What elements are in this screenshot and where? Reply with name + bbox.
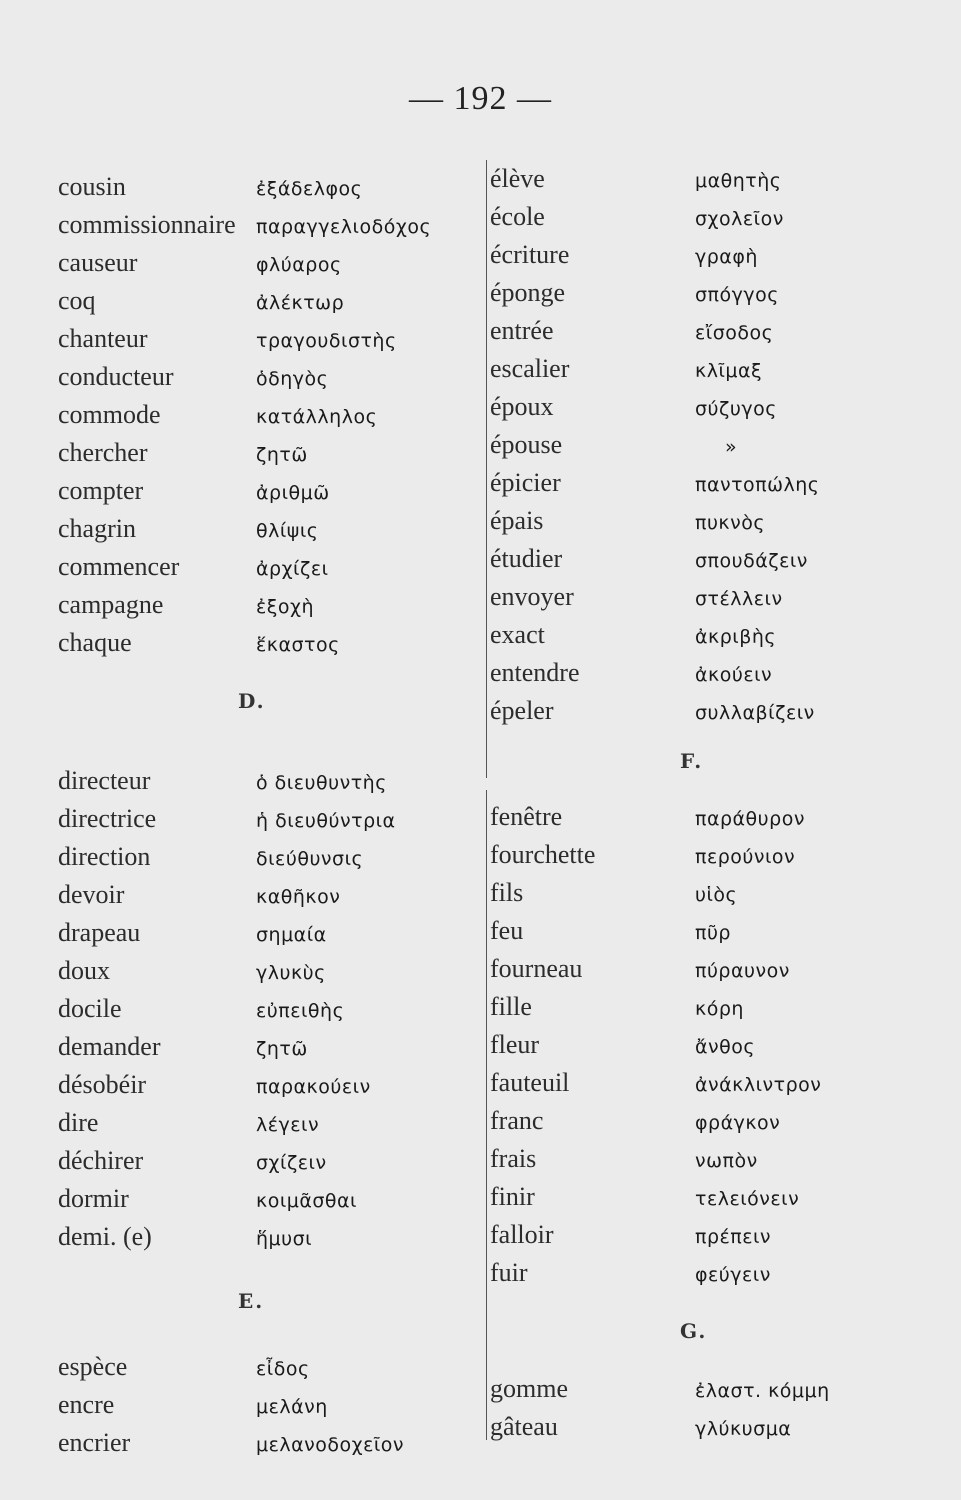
- vocab-entry: [58, 1142, 478, 1180]
- vocab-entry: [490, 236, 910, 274]
- vocab-entry: [490, 950, 910, 988]
- greek-word: σχίζειν: [256, 1152, 327, 1174]
- section-heading-g: G.: [680, 1319, 708, 1343]
- greek-word: πυκνὸς: [695, 512, 766, 534]
- vocab-entry: [58, 396, 478, 434]
- vocab-entry: [58, 168, 478, 206]
- vocab-entry: [490, 578, 910, 616]
- french-word: épeler: [490, 696, 554, 725]
- french-word: coq: [58, 286, 96, 315]
- section-e-left: [58, 1348, 478, 1462]
- greek-word: συλλαβίζειν: [695, 702, 815, 724]
- french-word: épouse: [490, 430, 563, 459]
- greek-word: διεύθυνσις: [256, 848, 364, 870]
- greek-word: φεύγειν: [695, 1264, 771, 1286]
- vocab-entry: [58, 320, 478, 358]
- greek-word: σπόγγος: [695, 284, 779, 306]
- greek-word: κόρη: [695, 998, 744, 1020]
- vocab-entry: [58, 1386, 478, 1424]
- greek-word: μαθητὴς: [695, 170, 782, 192]
- vocab-entry: [58, 510, 478, 548]
- vocab-entry: [490, 874, 910, 912]
- greek-word: ὁδηγὸς: [256, 368, 329, 390]
- vocab-entry: [490, 274, 910, 312]
- vocab-entry: [58, 282, 478, 320]
- french-word: commode: [58, 400, 161, 429]
- vocab-entry: [490, 1216, 910, 1254]
- greek-word: στέλλειν: [695, 588, 783, 610]
- greek-word: πύραυνον: [695, 960, 790, 982]
- greek-word: »: [725, 436, 738, 458]
- french-word: finir: [490, 1182, 535, 1211]
- french-word: chercher: [58, 438, 148, 467]
- french-word: docile: [58, 994, 122, 1023]
- french-word: élève: [490, 164, 545, 193]
- french-word: dire: [58, 1108, 99, 1137]
- greek-word: ἐλαστ. κόμμη: [695, 1380, 830, 1402]
- vocab-entry: [58, 1180, 478, 1218]
- greek-word: φράγκον: [695, 1112, 781, 1134]
- greek-word: κλῖμαξ: [695, 360, 763, 382]
- vocab-entry: [58, 244, 478, 282]
- french-word: encrier: [58, 1428, 131, 1457]
- greek-word: παντοπώλης: [695, 474, 820, 496]
- french-word: drapeau: [58, 918, 141, 947]
- vocab-entry: [490, 836, 910, 874]
- french-word: entrée: [490, 316, 554, 345]
- greek-word: σχολεῖον: [695, 208, 784, 230]
- vocab-entry: [490, 798, 910, 836]
- vocab-entry: [58, 952, 478, 990]
- greek-word: υἱὸς: [695, 884, 738, 906]
- greek-word: σύζυγος: [695, 398, 777, 420]
- french-word: directrice: [58, 804, 157, 833]
- vocab-entry: [490, 988, 910, 1026]
- greek-word: ἀλέκτωρ: [256, 292, 345, 314]
- vocab-entry: [58, 1424, 478, 1462]
- column-divider-upper: [486, 160, 487, 778]
- french-word: désobéir: [58, 1070, 147, 1099]
- french-word: commissionnaire: [58, 210, 236, 239]
- right-column: [490, 160, 910, 1446]
- vocab-entry: [58, 914, 478, 952]
- french-word: entendre: [490, 658, 580, 687]
- french-word: éponge: [490, 278, 566, 307]
- vocab-entry: [58, 472, 478, 510]
- vocab-entry: [490, 616, 910, 654]
- greek-word: πρέπειν: [695, 1226, 772, 1248]
- greek-word: εἴσοδος: [695, 322, 774, 344]
- greek-word: νωπὸν: [695, 1150, 758, 1172]
- greek-word: ἕκαστος: [256, 634, 340, 656]
- greek-word: κοιμᾶσθαι: [256, 1190, 357, 1212]
- greek-word: παράθυρον: [695, 808, 805, 830]
- vocab-entry: [490, 198, 910, 236]
- greek-word: μελάνη: [256, 1396, 328, 1418]
- vocab-entry: [58, 434, 478, 472]
- greek-word: εἶδος: [256, 1358, 310, 1380]
- greek-word: καθῆκον: [256, 886, 341, 908]
- vocab-entry: [490, 540, 910, 578]
- vocab-entry: [58, 1104, 478, 1142]
- greek-word: τελειόνειν: [695, 1188, 800, 1210]
- vocab-entry: [490, 692, 910, 730]
- vocab-entry: [490, 426, 910, 464]
- section-heading-e: E.: [238, 1289, 265, 1313]
- greek-word: λέγειν: [256, 1114, 320, 1136]
- vocab-entry: [490, 350, 910, 388]
- section-heading-d: D.: [238, 689, 266, 713]
- greek-word: ἀνάκλιντρον: [695, 1074, 822, 1096]
- french-word: exact: [490, 620, 545, 649]
- french-word: fleur: [490, 1030, 540, 1059]
- page-number: — 192 —: [409, 80, 552, 117]
- french-word: fourchette: [490, 840, 596, 869]
- greek-word: γλυκὺς: [256, 962, 326, 984]
- french-word: commencer: [58, 552, 180, 581]
- vocab-entry: [490, 1140, 910, 1178]
- french-word: directeur: [58, 766, 151, 795]
- section-g: [490, 1370, 910, 1446]
- vocab-entry: [490, 1370, 910, 1408]
- section-e-right: [490, 160, 910, 730]
- vocab-entry: [58, 206, 478, 244]
- vocab-entry: [58, 586, 478, 624]
- greek-word: μελανοδοχεῖον: [256, 1434, 405, 1456]
- greek-word: ἀκούειν: [695, 664, 773, 686]
- greek-word: θλίψις: [256, 520, 319, 542]
- greek-word: περούνιον: [695, 846, 796, 868]
- section-d: [58, 762, 478, 1256]
- vocab-entry: [58, 548, 478, 586]
- french-word: espèce: [58, 1352, 128, 1381]
- french-word: chagrin: [58, 514, 136, 543]
- french-word: chaque: [58, 628, 132, 657]
- vocab-entry: [490, 312, 910, 350]
- section-f: [490, 798, 910, 1292]
- greek-word: ἀριθμῶ: [256, 482, 330, 504]
- french-word: gâteau: [490, 1412, 558, 1441]
- greek-word: ζητῶ: [256, 444, 308, 466]
- greek-word: γραφὴ: [695, 246, 758, 268]
- vocab-entry: [490, 160, 910, 198]
- greek-word: παραγγελιοδόχος: [256, 216, 432, 238]
- french-word: fenêtre: [490, 802, 563, 831]
- french-word: compter: [58, 476, 144, 505]
- french-word: devoir: [58, 880, 125, 909]
- french-word: écriture: [490, 240, 570, 269]
- french-word: gomme: [490, 1374, 568, 1403]
- greek-word: σημαία: [256, 924, 327, 946]
- vocab-entry: [58, 800, 478, 838]
- left-column: [58, 168, 478, 1462]
- french-word: direction: [58, 842, 151, 871]
- french-word: encre: [58, 1390, 115, 1419]
- french-word: fuir: [490, 1258, 528, 1287]
- greek-word: εὐπειθὴς: [256, 1000, 345, 1022]
- vocab-entry: [490, 1408, 910, 1446]
- greek-word: ἥμυσι: [256, 1228, 313, 1250]
- greek-word: ἐξοχὴ: [256, 596, 315, 618]
- section-heading-f: F.: [680, 749, 704, 773]
- french-word: étudier: [490, 544, 563, 573]
- vocab-entry: [490, 1102, 910, 1140]
- french-word: école: [490, 202, 545, 231]
- vocab-entry: [490, 654, 910, 692]
- vocab-entry: [490, 1254, 910, 1292]
- greek-word: γλύκυσμα: [695, 1418, 792, 1440]
- vocab-entry: [58, 838, 478, 876]
- greek-word: ζητῶ: [256, 1038, 308, 1060]
- french-word: demander: [58, 1032, 161, 1061]
- french-word: demi. (e): [58, 1222, 152, 1251]
- greek-word: τραγουδιστὴς: [256, 330, 397, 352]
- french-word: escalier: [490, 354, 570, 383]
- greek-word: πῦρ: [695, 922, 731, 944]
- greek-word: φλύαρος: [256, 254, 342, 276]
- french-word: fils: [490, 878, 524, 907]
- vocab-entry: [490, 912, 910, 950]
- vocab-entry: [58, 1028, 478, 1066]
- column-divider-lower: [486, 790, 487, 1440]
- french-word: feu: [490, 916, 524, 945]
- vocab-entry: [58, 876, 478, 914]
- greek-word: ἀκριβὴς: [695, 626, 777, 648]
- french-word: falloir: [490, 1220, 554, 1249]
- french-word: cousin: [58, 172, 126, 201]
- french-word: campagne: [58, 590, 164, 619]
- french-word: épicier: [490, 468, 561, 497]
- french-word: envoyer: [490, 582, 574, 611]
- vocab-entry: [58, 762, 478, 800]
- vocab-entry: [490, 464, 910, 502]
- french-word: causeur: [58, 248, 138, 277]
- greek-word: ἡ διευθύντρια: [256, 810, 396, 832]
- french-word: épais: [490, 506, 544, 535]
- greek-word: κατάλληλος: [256, 406, 378, 428]
- french-word: époux: [490, 392, 554, 421]
- french-word: conducteur: [58, 362, 174, 391]
- french-word: déchirer: [58, 1146, 144, 1175]
- vocab-entry: [490, 388, 910, 426]
- vocab-entry: [490, 1026, 910, 1064]
- greek-word: σπουδάζειν: [695, 550, 808, 572]
- vocab-entry: [58, 1066, 478, 1104]
- french-word: fourneau: [490, 954, 583, 983]
- vocab-entry: [58, 990, 478, 1028]
- french-word: fauteuil: [490, 1068, 570, 1097]
- french-word: fille: [490, 992, 532, 1021]
- vocab-entry: [58, 358, 478, 396]
- vocab-entry: [58, 624, 478, 662]
- vocab-entry: [490, 1178, 910, 1216]
- greek-word: ὁ διευθυντὴς: [256, 772, 387, 794]
- greek-word: ἐξάδελφος: [256, 178, 363, 200]
- greek-word: ἄνθος: [695, 1036, 756, 1058]
- vocab-entry: [490, 1064, 910, 1102]
- french-word: doux: [58, 956, 110, 985]
- greek-word: ἀρχίζει: [256, 558, 329, 580]
- vocab-entry: [58, 1218, 478, 1256]
- french-word: franc: [490, 1106, 544, 1135]
- french-word: frais: [490, 1144, 537, 1173]
- french-word: chanteur: [58, 324, 148, 353]
- section-c-left: [58, 168, 478, 662]
- french-word: dormir: [58, 1184, 129, 1213]
- vocab-entry: [58, 1348, 478, 1386]
- vocab-entry: [490, 502, 910, 540]
- greek-word: παρακούειν: [256, 1076, 371, 1098]
